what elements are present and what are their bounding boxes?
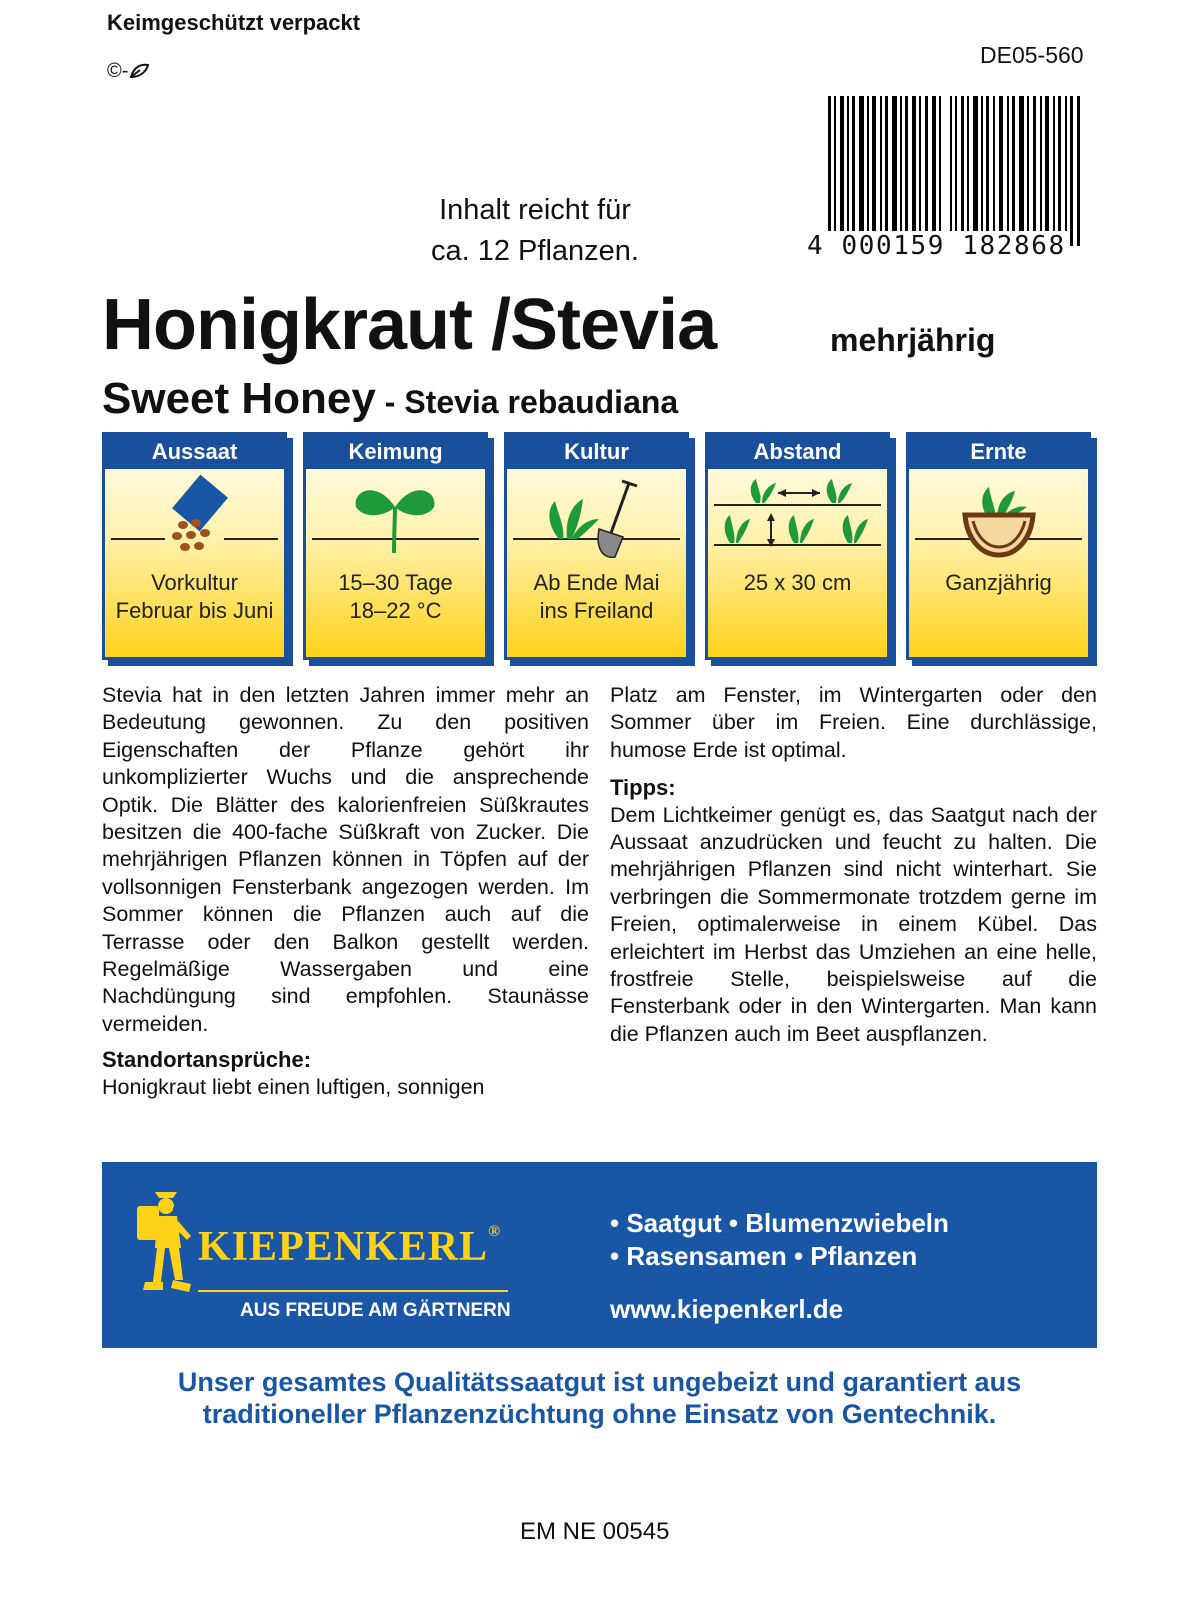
copyright-mark bbox=[107, 60, 150, 83]
panel-text bbox=[708, 569, 887, 597]
content-note bbox=[400, 190, 670, 272]
text-column-left bbox=[102, 682, 589, 1101]
brand-name bbox=[198, 1223, 501, 1271]
location-paragraph-end: Platz am Fenster, im Wintergarten oder den Sommer über im Freien. Eine durchlässige, humose Erde ist optimal. bbox=[610, 683, 1097, 762]
article-code: DE05-560 bbox=[980, 42, 1084, 68]
panel-head: Kultur bbox=[507, 435, 686, 469]
product-subtitle bbox=[102, 374, 678, 424]
seedling-icon bbox=[306, 473, 485, 569]
copyright-text: ©- bbox=[107, 60, 129, 82]
brand-name-text: KIEPENKERL bbox=[198, 1224, 489, 1270]
panel-head: Ernte bbox=[909, 435, 1088, 469]
quality-note bbox=[102, 1366, 1097, 1430]
panel-aussaat bbox=[102, 432, 287, 660]
panel-line2: Februar bis Juni bbox=[115, 598, 274, 623]
harvest-bowl-icon bbox=[909, 473, 1088, 569]
tips-paragraph: Dem Lichtkeimer genügt es, das Saatgut nach der Aussaat anzudrücken und feucht zu halten. Die mehrjährigen Pflanzen sind nicht winterhart. Sie verbringen die Sommermonate trotzdem gerne im Freien, optimalerweise in einem Kübel. Das erleichtert im Herbst das Umziehen an eine helle, frostfreie Stelle, beispielsweise auf die Fensterbank oder in den Wintergarten. Man kann die Pflanzen auch im Beet auspflanzen. bbox=[610, 802, 1097, 1046]
quality-note-line2: traditioneller Pflanzenzüchtung ohne Einsatz von Gentechnik. bbox=[202, 1399, 997, 1429]
location-paragraph-start: Honigkraut liebt einen luftigen, sonnigen bbox=[102, 1074, 485, 1099]
quality-note-line1: Unser gesamtes Qualitätssaatgut ist ungebeizt und garantiert aus bbox=[177, 1367, 1022, 1397]
product-range-line1: • Saatgut • Blumenzwiebeln bbox=[610, 1208, 949, 1238]
panel-line1: Vorkultur bbox=[151, 570, 238, 595]
product-range bbox=[610, 1207, 949, 1273]
panel-text bbox=[507, 569, 686, 625]
perennial-label: mehrjährig bbox=[830, 322, 996, 358]
product-title: Honigkraut /Stevia bbox=[102, 285, 717, 365]
panel-keimung bbox=[303, 432, 488, 660]
panel-abstand bbox=[705, 432, 890, 660]
panel-head: Abstand bbox=[708, 435, 887, 469]
planting-spade-icon bbox=[507, 473, 686, 569]
brand-slogan: AUS FREUDE AM GÄRTNERN bbox=[240, 1300, 511, 1321]
panel-line2: ins Freiland bbox=[539, 598, 654, 623]
leaf-mark-icon bbox=[128, 62, 150, 80]
footer-code: EM NE 00545 bbox=[520, 1518, 670, 1545]
intro-paragraph: Stevia hat in den letzten Jahren immer mehr an Bedeutung gewonnen. Zu den positiven Eigenschaften der Pflanze gehört ihr unkomplizierter Wuchs und die ansprechende Optik. Die Blätter des kalorienfreien Süßkrautes besitzen die 400-fache Süßkraft von Zucker. Die mehrjährigen Pflanzen können in Töpfen auf der vollsonnigen Fensterbank angezogen werden. Im Sommer können die Pflanzen auch auf die Terrasse oder den Balkon gestellt werden. Regelmäßige Wassergaben und eine Nachdüngung sind empfohlen. Staunässe vermeiden. bbox=[102, 683, 589, 1036]
variety-name: Sweet Honey bbox=[102, 374, 376, 423]
sowing-seeds-icon bbox=[105, 473, 284, 569]
tips-heading: Tipps: bbox=[610, 775, 676, 801]
panel-kultur bbox=[504, 432, 689, 660]
packaging-note: Keimgeschützt verpackt bbox=[107, 10, 361, 35]
latin-name: - Stevia rebaudiana bbox=[375, 384, 679, 420]
panel-text bbox=[105, 569, 284, 625]
barcode-icon bbox=[828, 96, 1086, 246]
panel-line1: 15–30 Tage bbox=[338, 570, 453, 595]
panel-ernte bbox=[906, 432, 1091, 660]
product-range-line2: • Rasensamen • Pflanzen bbox=[610, 1241, 918, 1271]
website-link[interactable]: www.kiepenkerl.de bbox=[610, 1294, 844, 1324]
panel-head: Aussaat bbox=[105, 435, 284, 469]
barcode-digits: 4 000159 182868 bbox=[807, 231, 1066, 261]
kiepenkerl-figure-icon bbox=[135, 1192, 197, 1300]
panel-head: Keimung bbox=[306, 435, 485, 469]
text-column-right bbox=[610, 682, 1097, 1048]
panel-line1: Ganzjährig bbox=[945, 570, 1052, 595]
location-heading: Standortansprüche: bbox=[102, 1047, 312, 1073]
panel-line1: 25 x 30 cm bbox=[743, 570, 852, 595]
panel-line1: Ab Ende Mai bbox=[533, 570, 660, 595]
panel-line2: 18–22 °C bbox=[349, 598, 442, 623]
plant-spacing-icon bbox=[708, 473, 887, 569]
panel-text bbox=[306, 569, 485, 625]
content-note-line2: ca. 12 Pflanzen. bbox=[431, 235, 639, 267]
registered-mark: ® bbox=[488, 1223, 502, 1240]
brand-divider bbox=[198, 1290, 508, 1292]
panel-text bbox=[909, 569, 1088, 597]
content-note-line1: Inhalt reicht für bbox=[439, 194, 631, 226]
